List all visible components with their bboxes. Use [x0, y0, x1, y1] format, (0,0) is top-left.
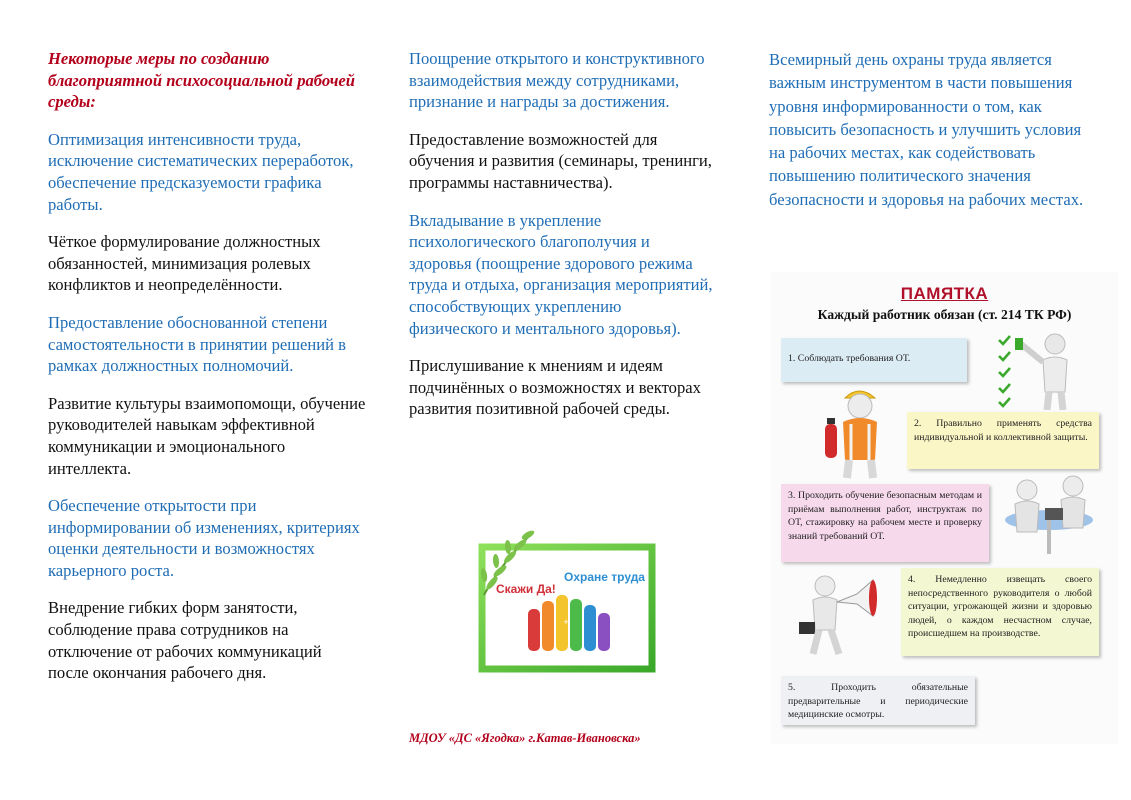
measure-paragraph: Оптимизация интенсивности труда, исключение систематических переработок, обеспечение предсказуемости графика работы. [48, 129, 354, 214]
right-column [769, 48, 1084, 227]
left-column [48, 48, 366, 700]
svg-text:+: + [563, 617, 569, 627]
logo-say-yes-text: Скажи Да! [496, 582, 556, 596]
measure-paragraph: Чёткое формулирование должностных обязанностей, минимизация ролевых конфликтов и неопределённости. [48, 232, 321, 295]
memo-item-1: 1. Соблюдать требования ОТ. [781, 338, 967, 382]
measure-paragraph: Предоставление обоснованной степени самостоятельности в принятии решений в рамках должностных полномочий. [48, 312, 346, 376]
measure-paragraph: Развитие культуры взаимопомощи, обучение руководителей навыкам эффективной коммуникации и эмоционального интеллекта. [48, 393, 366, 478]
measure-paragraph: Предоставление возможностей для обучения и развития (семинары, тренинги, программы наставничества). [409, 129, 712, 192]
middle-column [409, 48, 714, 436]
memo-item-4: 4. Немедленно извещать своего непосредственного руководителя о любой ситуации, угрожающей жизни и здоровью людей, о каждом несчастном случае, происшедшем на производстве. [901, 568, 1099, 656]
meeting-figures-icon [993, 472, 1103, 564]
measure-paragraph: Прислушивание к мнениям и идеям подчинённых о возможностях и векторах развития позитивной рабочей среды. [409, 356, 701, 419]
organization-footer: МДОУ «ДС «Ягодка» г.Катав-Ивановска» [409, 731, 641, 745]
memo-title: ПАМЯТКА [900, 284, 989, 303]
safety-memo [771, 272, 1118, 744]
megaphone-figure-icon [795, 572, 893, 656]
memo-subtitle: Каждый работник обязан (ст. 214 ТК РФ) [817, 307, 1072, 322]
worker-extinguisher-icon [817, 384, 901, 480]
say-yes-to-safety-logo [470, 525, 660, 675]
memo-item-5: 5. Проходить обязательные предварительные и периодические медицинские осмотры. [781, 676, 975, 725]
measure-paragraph: Обеспечение открытости при информировании об изменениях, критериях оценки деятельности и возможностях карьерного роста. [48, 496, 360, 580]
memo-item-3: 3. Проходить обучение безопасным методам и приёмам выполнения работ, инструктаж по ОТ, стажировку на рабочем месте и проверку знаний требований ОТ. [781, 484, 989, 562]
memo-item-2: 2. Правильно применять средства индивидуальной и коллективной защиты. [907, 412, 1099, 469]
measures-heading: Некоторые меры по созданию благоприятной психосоциальной рабочей среды: [48, 49, 356, 112]
safety-day-paragraph: Всемирный день охраны труда является важным инструментом в части повышения уровня информированности о том, как повысить безопасность и улучшить условия на рабочих местах, как содействовать повышению политического значения безопасности и здоровья на рабочих местах. [769, 50, 1084, 209]
measure-paragraph: Внедрение гибких форм занятости, соблюдение права сотрудников на отключение от рабочих коммуникаций после окончания рабочего дня. [48, 598, 322, 683]
logo-safety-text: Охране труда [564, 570, 645, 584]
measure-paragraph: Поощрение открытого и конструктивного взаимодействия между сотрудниками, признание и награды за достижения. [409, 49, 705, 112]
checklist-figure-icon [993, 330, 1093, 410]
measure-paragraph: Вкладывание в укрепление психологического благополучия и здоровья (поощрение здорового режима труда и отдыха, организация мероприятий, способствующих укреплению физического и ментального здоровья). [409, 210, 713, 338]
